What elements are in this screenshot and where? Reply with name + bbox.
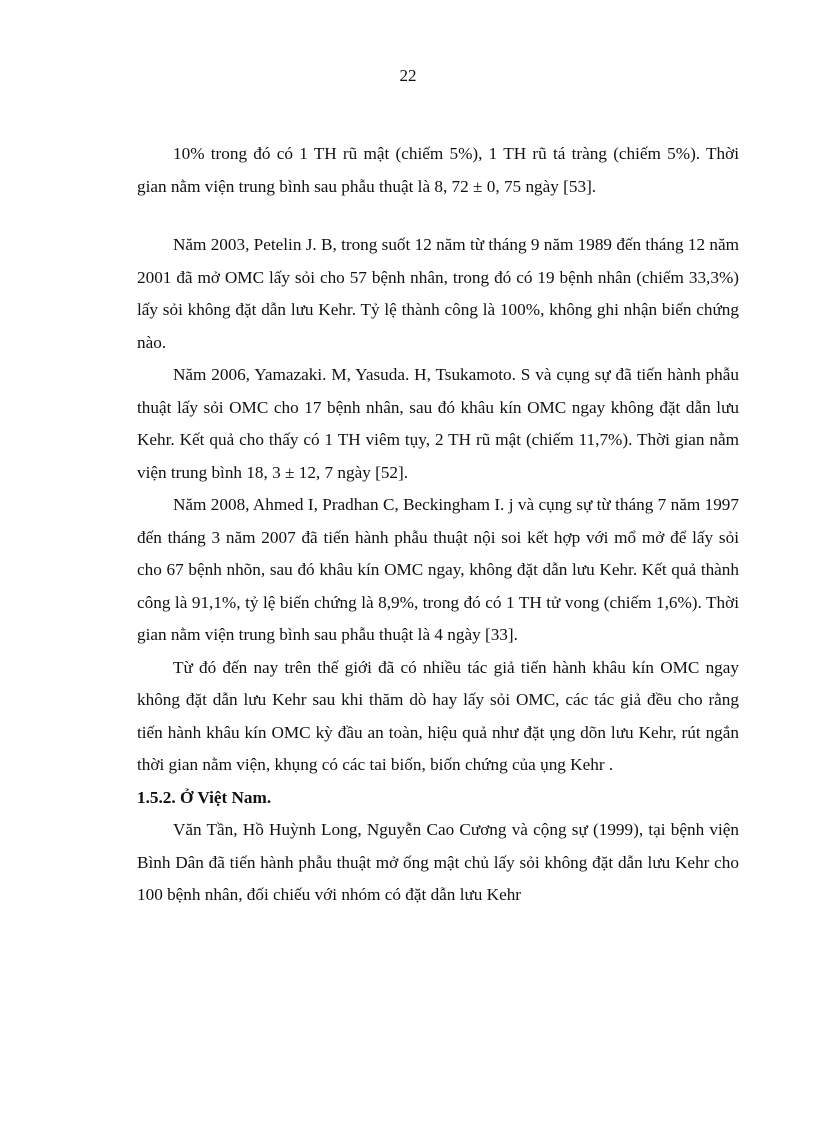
section-heading: 1.5.2. Ở Việt Nam. bbox=[137, 787, 272, 807]
paragraph-5: Từ đó đến nay trên thế giới đã có nhiều tác giả tiến hành khâu kín OMC ngay không đặt dẫn lưu Kehr sau khi thăm dò hay lấy sỏi OMC, các tác giả đều cho rằng tiến hành khâu kín OMC kỳ đầu an toàn, hiệu quả như đặt ụng dõn lưu Kehr, rút ngắn thời gian nằm viện, khụng có các tai biốn, biốn chứng của ụng Kehr . bbox=[137, 657, 739, 774]
paragraph-2: Năm 2003, Petelin J. B, trong suốt 12 năm từ tháng 9 năm 1989 đến tháng 12 năm 2001 đã mở OMC lấy sỏi cho 57 bệnh nhân, trong đó có 19 bệnh nhân (chiếm 33,3%) lấy sỏi không đặt dẫn lưu Kehr. Tỷ lệ thành công là 100%, không ghi nhận biến chứng nào. bbox=[137, 235, 739, 352]
body-text bbox=[137, 138, 739, 912]
page-number: 22 bbox=[399, 66, 417, 85]
paragraph-3: Năm 2006, Yamazaki. M, Yasuda. H, Tsukamoto. S và cụng sự đã tiến hành phẫu thuật lấy sỏi OMC cho 17 bệnh nhân, sau đó khâu kín OMC ngay không đặt dẫn lưu Kehr. Kết quả cho thấy có 1 TH viêm tụy, 2 TH rũ mật (chiếm 11,7%). Thời gian nằm viện trung bình 18, 3 ± 12, 7 ngày [52]. bbox=[137, 365, 739, 482]
paragraph-1: 10% trong đó có 1 TH rũ mật (chiếm 5%), 1 TH rũ tá tràng (chiếm 5%). Thời gian nằm viện trung bình sau phẫu thuật là 8, 72 ± 0, 75 ngày [53]. bbox=[137, 144, 739, 196]
paragraph-4: Năm 2008, Ahmed I, Pradhan C, Beckingham I. j và cụng sự từ tháng 7 năm 1997 đến tháng 3 năm 2007 đã tiến hành phẫu thuật nội soi kết hợp với mổ mở để lấy sỏi cho 67 bệnh nhõn, sau đó khâu kín OMC ngay, không đặt dẫn lưu Kehr. Kết quả thành công là 91,1%, tỷ lệ biến chứng là 8,9%, trong đó có 1 TH tử vong (chiếm 1,6%). Thời gian nằm viện trung bình sau phẫu thuật là 4 ngày [33]. bbox=[137, 495, 739, 644]
paragraph-6: Văn Tần, Hồ Huỳnh Long, Nguyễn Cao Cương và cộng sự (1999), tại bệnh viện Bình Dân đã tiến hành phẫu thuật mở ống mật chủ lấy sỏi không đặt dẫn lưu Kehr cho 100 bệnh nhân, đối chiếu với nhóm có đặt dẫn lưu Kehr bbox=[137, 820, 739, 904]
